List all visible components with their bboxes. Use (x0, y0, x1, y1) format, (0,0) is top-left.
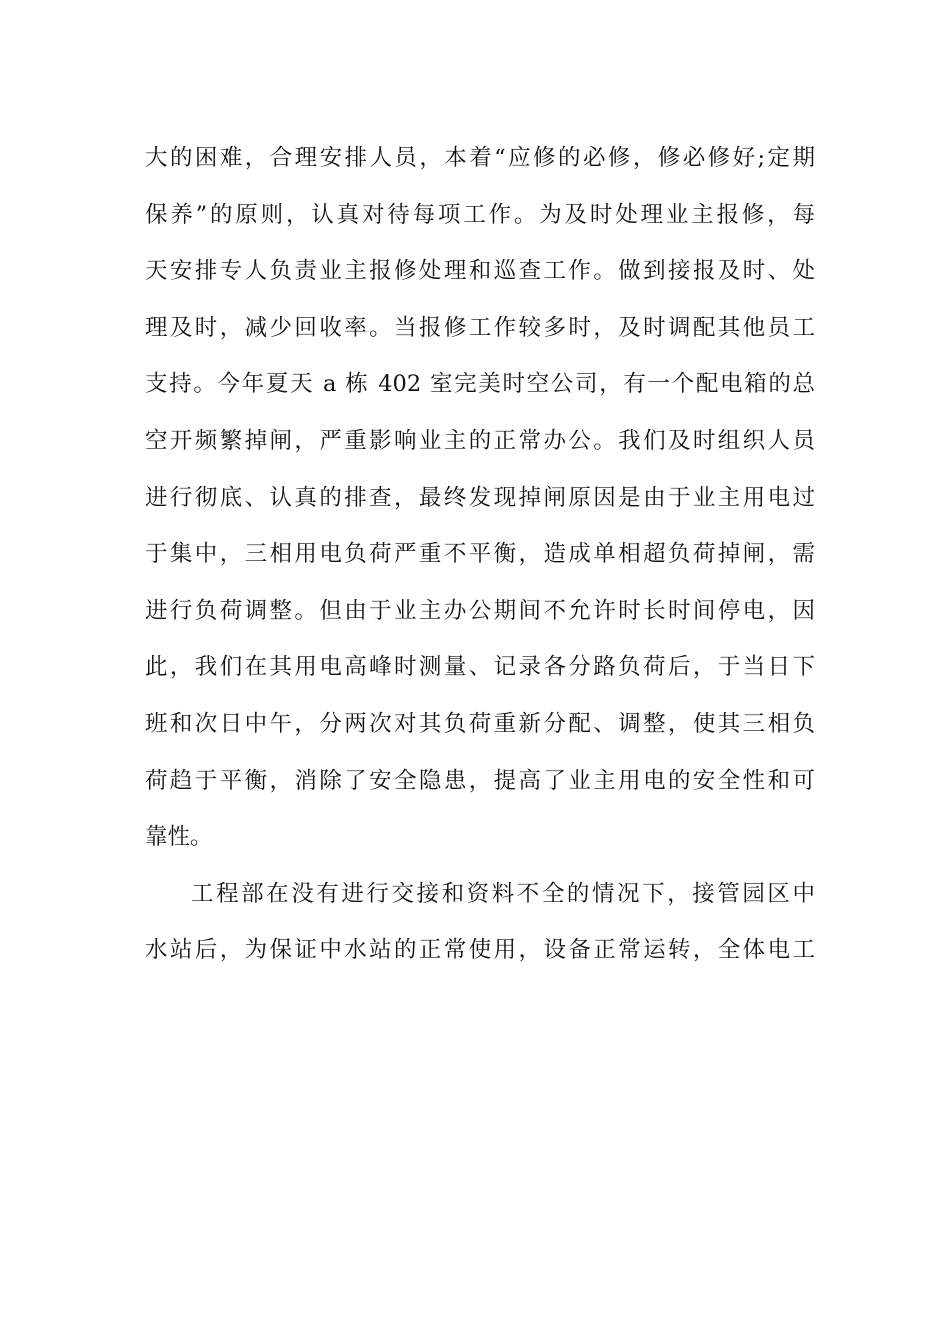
text-line: 支持。今年夏天 a 栋 402 室完美时空公司，有一个配电箱的总 (145, 371, 815, 398)
text-line: 于集中，三相用电负荷严重不平衡，造成单相超负荷掉闸，需 (145, 541, 815, 568)
text-line: 工程部在没有进行交接和资料不全的情况下，接管园区中 (191, 880, 815, 907)
text-line: 班和次日中午，分两次对其负荷重新分配、调整，使其三相负 (145, 710, 815, 737)
text-line: 荷趋于平衡，消除了安全隐患，提高了业主用电的安全性和可 (145, 767, 815, 794)
text-line: 靠性。 (145, 824, 213, 851)
paragraph-1 (145, 130, 815, 866)
text-line: 天安排专人负责业主报修处理和巡查工作。做到接报及时、处 (145, 258, 815, 285)
text-line: 此，我们在其用电高峰时测量、记录各分路负荷后，于当日下 (145, 654, 815, 681)
text-line: 空开频繁掉闸，严重影响业主的正常办公。我们及时组织人员 (145, 427, 815, 454)
text-line: 水站后，为保证中水站的正常使用，设备正常运转，全体电工 (145, 937, 815, 964)
body-text (145, 130, 815, 979)
text-line: 保养”的原则，认真对待每项工作。为及时处理业主报修，每 (145, 201, 815, 228)
text-line: 进行彻底、认真的排查，最终发现掉闸原因是由于业主用电过 (145, 484, 815, 511)
text-line: 进行负荷调整。但由于业主办公期间不允许时长时间停电，因 (145, 597, 815, 624)
text-line: 大的困难，合理安排人员，本着“应修的必修，修必修好;定期 (145, 145, 815, 171)
paragraph-2 (145, 866, 815, 979)
text-line: 理及时，减少回收率。当报修工作较多时，及时调配其他员工 (145, 314, 815, 341)
